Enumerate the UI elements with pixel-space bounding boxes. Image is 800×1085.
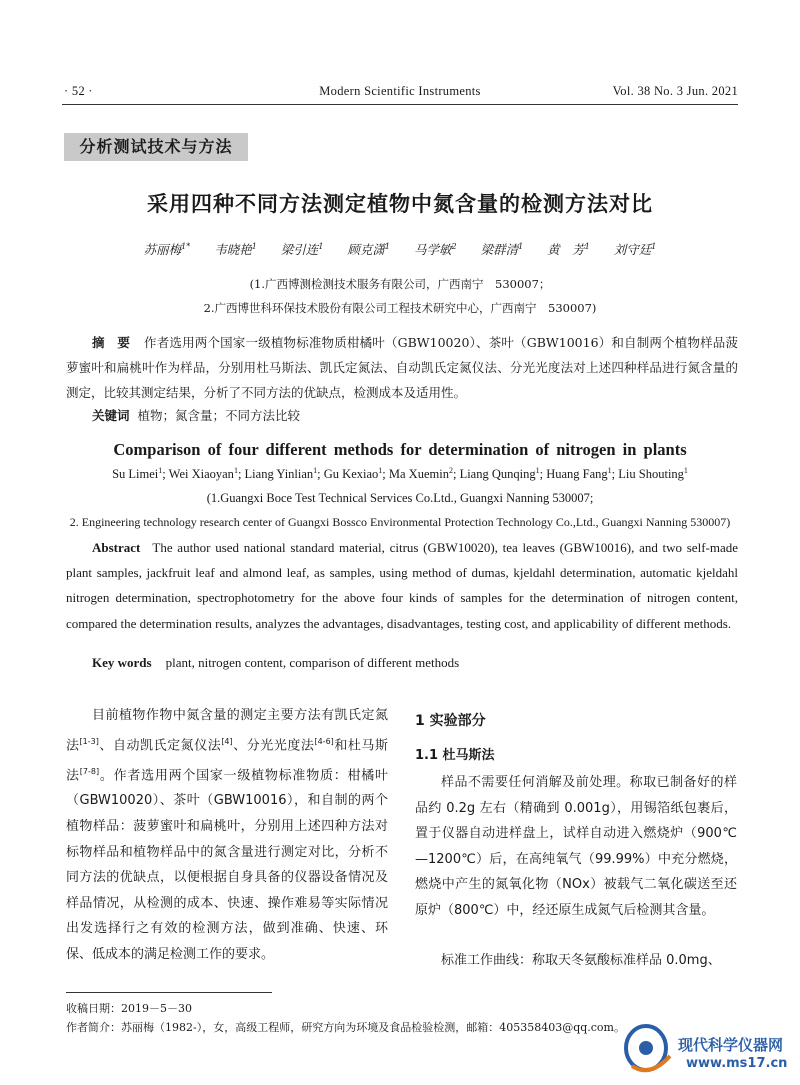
authors-en: Su Limei$^1$; Wei Xiaoyan$^1$; Liang Yinlian$^1$; Gu Kexiao$^1$; Ma Xuemin$^2$; Liang Qunqing$^1$; Huang Fang$^1$; Liu Shouting$^1$ (112, 466, 688, 482)
abstract-en-text: The author used national standard material, citrus (GBW10020), tea leaves (GBW10016), and two self-made plant samples, jackfruit leaf and almond leaf, as samples, using method of dumas, kjeldahl determination, automatic kjeldahl nitrogen determination, spectrophotometry for the above four kinds of samples for the determination of nitrogen content, compared the determination results, analyzes the advantages, disadvantages, testing cost, and applicability of different methods. (66, 540, 738, 631)
abstract-cn-text: 作者选用两个国家一级植物标准物质柑橘叶（GBW10020）、茶叶（GBW10016）和自制两个植物样品菠萝蜜叶和扁桃叶作为样品，分别用杜马斯法、凯氏定氮法、自动凯氏定氮仪法、分光光度法对上述四种样品进行氮含量的测定，比较其测定结果，分析了不同方法的优缺点，检测成本及适用性。 (66, 335, 738, 400)
author-en: Liu Shouting$^1$ (618, 466, 688, 482)
keywords-cn-text: 植物；氮含量；不同方法比较 (137, 408, 301, 423)
author-cn: 刘守廷$^1$ (613, 241, 657, 257)
footnote-rule (66, 992, 272, 993)
calibration-paragraph: 标准工作曲线：称取天冬氨酸标准样品 0.0mg、 (441, 953, 721, 968)
journal-name: Modern Scientific Instruments (319, 84, 481, 98)
issue-info: Vol. 38 No. 3 Jun. 2021 (612, 84, 738, 98)
abstract-en-label: Abstract (92, 540, 141, 555)
citation: [4] (221, 736, 233, 746)
keywords-en (92, 655, 459, 671)
author-cn: 梁引连$^1$ (280, 241, 324, 257)
intro-paragraph: 目前植物作物中氮含量的测定主要方法有凯氏定氮法[1-3]、自动凯氏定氮仪法[4]、分光光度法[4-6]和杜马斯法[7-8]。作者选用两个国家一级植物标准物质：柑橘叶（GBW10020）、茶叶（GBW10016），和自制的两个植物样品：菠萝蜜叶和扁桃叶，分别用上述四种方法对标物样品和植物样品中的氮含量进行测定对比，分析不同方法的优缺点，以便根据自身具备的仪器设备情况及样品情况，从检测的成本、快速、操作难易等实际情况出发选择行之有效的检测方法，做到准确、快速、环保、低成本的满足检测工作的要求。 (66, 708, 388, 962)
author-en: Su Limei$^1$ (112, 466, 163, 482)
page-number: · 52 · (64, 84, 93, 98)
affiliation-en-1: (1.Guangxi Boce Test Technical Services Co.Ltd., Guangxi Nanning 530007; (206, 491, 594, 505)
method-paragraph: 样品不需要任何消解及前处理。称取已制备好的样品约 0.2g 左右（精确到 0.001g），用锡箔纸包裹后，置于仪器自动进样盘上，试样自动进入燃烧炉（900℃—1200℃）后，在高纯氧气（99.99%）中充分燃烧，燃烧中产生的氮氧化物（NOx）被载气二氧化碳送至还原炉（800℃）中，经还原生成氮气后检测其含量。 (415, 775, 737, 918)
author-cn: 马学敏$^2$ (413, 241, 457, 257)
header-rule (62, 104, 738, 105)
subsection-heading: 1.1 杜马斯法 (415, 748, 495, 763)
citation: [1-3] (79, 736, 99, 746)
abstract-en (66, 535, 738, 636)
keywords-cn (92, 406, 300, 424)
citation: [4-6] (314, 736, 334, 746)
article-title-en: Comparison of four different methods for determination of nitrogen in plants (113, 440, 687, 459)
affiliation-cn-2: 2.广西博世科环保技术股份有限公司工程技术研究中心，广西南宁 530007) (203, 301, 597, 315)
abstract-cn (66, 330, 738, 405)
watermark-text: 现代科学仪器网 (678, 1036, 784, 1054)
keywords-en-label: Key words (92, 655, 152, 670)
article-title-cn: 采用四种不同方法测定植物中氮含量的检测方法对比 (147, 192, 653, 216)
author-intro: 作者简介：苏丽梅（1982-），女，高级工程师，研究方向为环境及食品检验检测，邮箱：405358403@qq.com。 (66, 1021, 625, 1034)
affiliation-en-2: 2. Engineering technology research center of Guangxi Bossco Environmental Protection Technology Co.,Ltd., Guangxi Nanning 530007) (69, 515, 731, 529)
author-cn: 黄 芳$^1$ (547, 241, 590, 257)
received-date: 收稿日期：2019－5－30 (66, 1002, 192, 1015)
author-en: Huang Fang$^1$ (546, 466, 612, 482)
author-en: Liang Yinlian$^1$ (244, 466, 318, 482)
keywords-cn-label: 关键词 (92, 408, 130, 423)
keywords-en-text: plant, nitrogen content, comparison of different methods (165, 655, 460, 670)
author-en: Liang Qunqing$^1$ (459, 466, 540, 482)
abstract-cn-label: 摘 要 (92, 335, 131, 350)
section-heading: 1 实验部分 (415, 713, 486, 729)
affiliation-cn-1: (1.广西博测检测技术服务有限公司，广西南宁 530007； (249, 277, 551, 291)
author-cn: 梁群清$^1$ (480, 241, 524, 257)
authors-cn (0, 240, 800, 258)
author-cn: 苏丽梅$^{1*}$ (143, 241, 191, 257)
section-tag: 分析测试技术与方法 (64, 133, 248, 161)
author-cn: 顾克潇$^1$ (347, 241, 390, 257)
watermark-url: www.ms17.cn (686, 1056, 788, 1071)
author-en: Wei Xiaoyan$^1$ (168, 466, 238, 482)
author-en: Gu Kexiao$^1$ (323, 466, 383, 482)
citation: [7-8] (79, 766, 100, 776)
author-en: Ma Xuemin$^2$ (388, 466, 453, 482)
author-cn: 韦晓艳$^1$ (214, 241, 257, 257)
watermark-logo-icon (622, 1022, 678, 1078)
